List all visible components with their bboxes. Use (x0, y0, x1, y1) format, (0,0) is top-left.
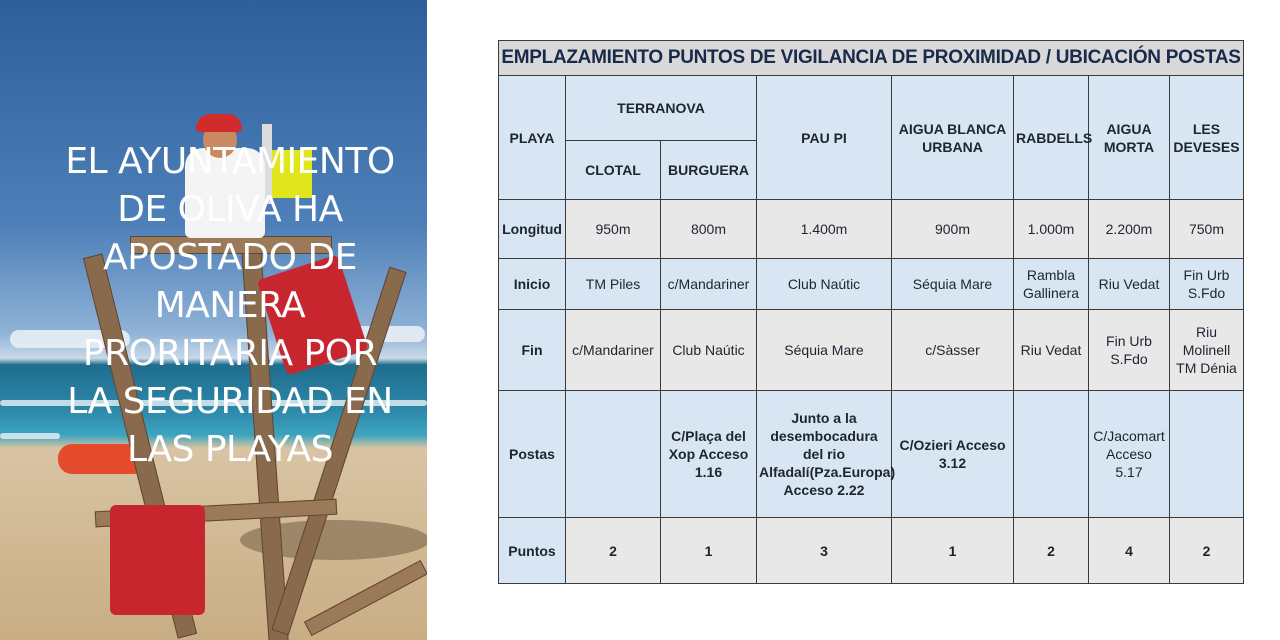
row-label-longitud: Longitud (499, 200, 566, 259)
cell: 950m (566, 200, 661, 259)
cell: Riu Vedat (1089, 259, 1170, 310)
cell: 1 (661, 518, 757, 584)
cell: Club Naútic (661, 310, 757, 391)
cell: 800m (661, 200, 757, 259)
lifeguard-photo (0, 0, 427, 640)
cell: 2 (566, 518, 661, 584)
table-title: EMPLAZAMIENTO PUNTOS DE VIGILANCIA DE PROXIMIDAD / UBICACIÓN POSTAS (499, 41, 1244, 76)
cell: 900m (892, 200, 1014, 259)
table-row (499, 310, 1244, 391)
cell: Rambla Gallinera (1014, 259, 1089, 310)
header-rabdells: RABDELLS (1014, 76, 1089, 200)
header-terranova: TERRANOVA (566, 76, 757, 141)
cell: 4 (1089, 518, 1170, 584)
cell: Junto a la desembocadura del rio Alfadalí(Pza.Europa) Acceso 2.22 (757, 391, 892, 518)
cell: 750m (1170, 200, 1244, 259)
cell: c/Mandariner (661, 259, 757, 310)
table-row (499, 259, 1244, 310)
header-les-deveses: LES DEVESES (1170, 76, 1244, 200)
headline: EL AYUNTAMIENTO DE OLIVA HA APOSTADO DE MANERA PRORITARIA POR LA SEGURIDAD EN LAS PLAYAS (65, 141, 395, 470)
cell: 1.000m (1014, 200, 1089, 259)
cell: Fin Urb S.Fdo (1170, 259, 1244, 310)
header-pau-pi: PAU PI (757, 76, 892, 200)
cell: C/Plaça del Xop Acceso 1.16 (661, 391, 757, 518)
cell (566, 391, 661, 518)
red-cross-vest (110, 505, 205, 615)
cell: 2.200m (1089, 200, 1170, 259)
cell: C/Ozieri Acceso 3.12 (892, 391, 1014, 518)
tower-step (304, 560, 427, 636)
cell: 2 (1014, 518, 1089, 584)
red-cap (196, 114, 242, 132)
cell: 2 (1170, 518, 1244, 584)
cell: TM Piles (566, 259, 661, 310)
header-burguera: BURGUERA (661, 141, 757, 200)
cell: Séquia Mare (892, 259, 1014, 310)
cell: 1.400m (757, 200, 892, 259)
row-label-postas: Postas (499, 391, 566, 518)
row-label-fin: Fin (499, 310, 566, 391)
cell (1014, 391, 1089, 518)
header-clotal: CLOTAL (566, 141, 661, 200)
cell (1170, 391, 1244, 518)
table-row (499, 200, 1244, 259)
surveillance-table (498, 40, 1243, 583)
cell: Fin Urb S.Fdo (1089, 310, 1170, 391)
row-label-puntos: Puntos (499, 518, 566, 584)
wave (0, 433, 60, 439)
cell: Riu Vedat (1014, 310, 1089, 391)
table-row (499, 518, 1244, 584)
header-playa: PLAYA (499, 76, 566, 200)
table-row (499, 391, 1244, 518)
cell: Séquia Mare (757, 310, 892, 391)
header-aigua-morta: AIGUA MORTA (1089, 76, 1170, 200)
cell: 1 (892, 518, 1014, 584)
cell: C/Jacomart Acceso 5.17 (1089, 391, 1170, 518)
cell: Club Naútic (757, 259, 892, 310)
cell: 3 (757, 518, 892, 584)
cell: Riu Molinell TM Dénia (1170, 310, 1244, 391)
cell: c/Mandariner (566, 310, 661, 391)
header-aigua-blanca: AIGUA BLANCA URBANA (892, 76, 1014, 200)
cell: c/Sàsser (892, 310, 1014, 391)
row-label-inicio: Inicio (499, 259, 566, 310)
